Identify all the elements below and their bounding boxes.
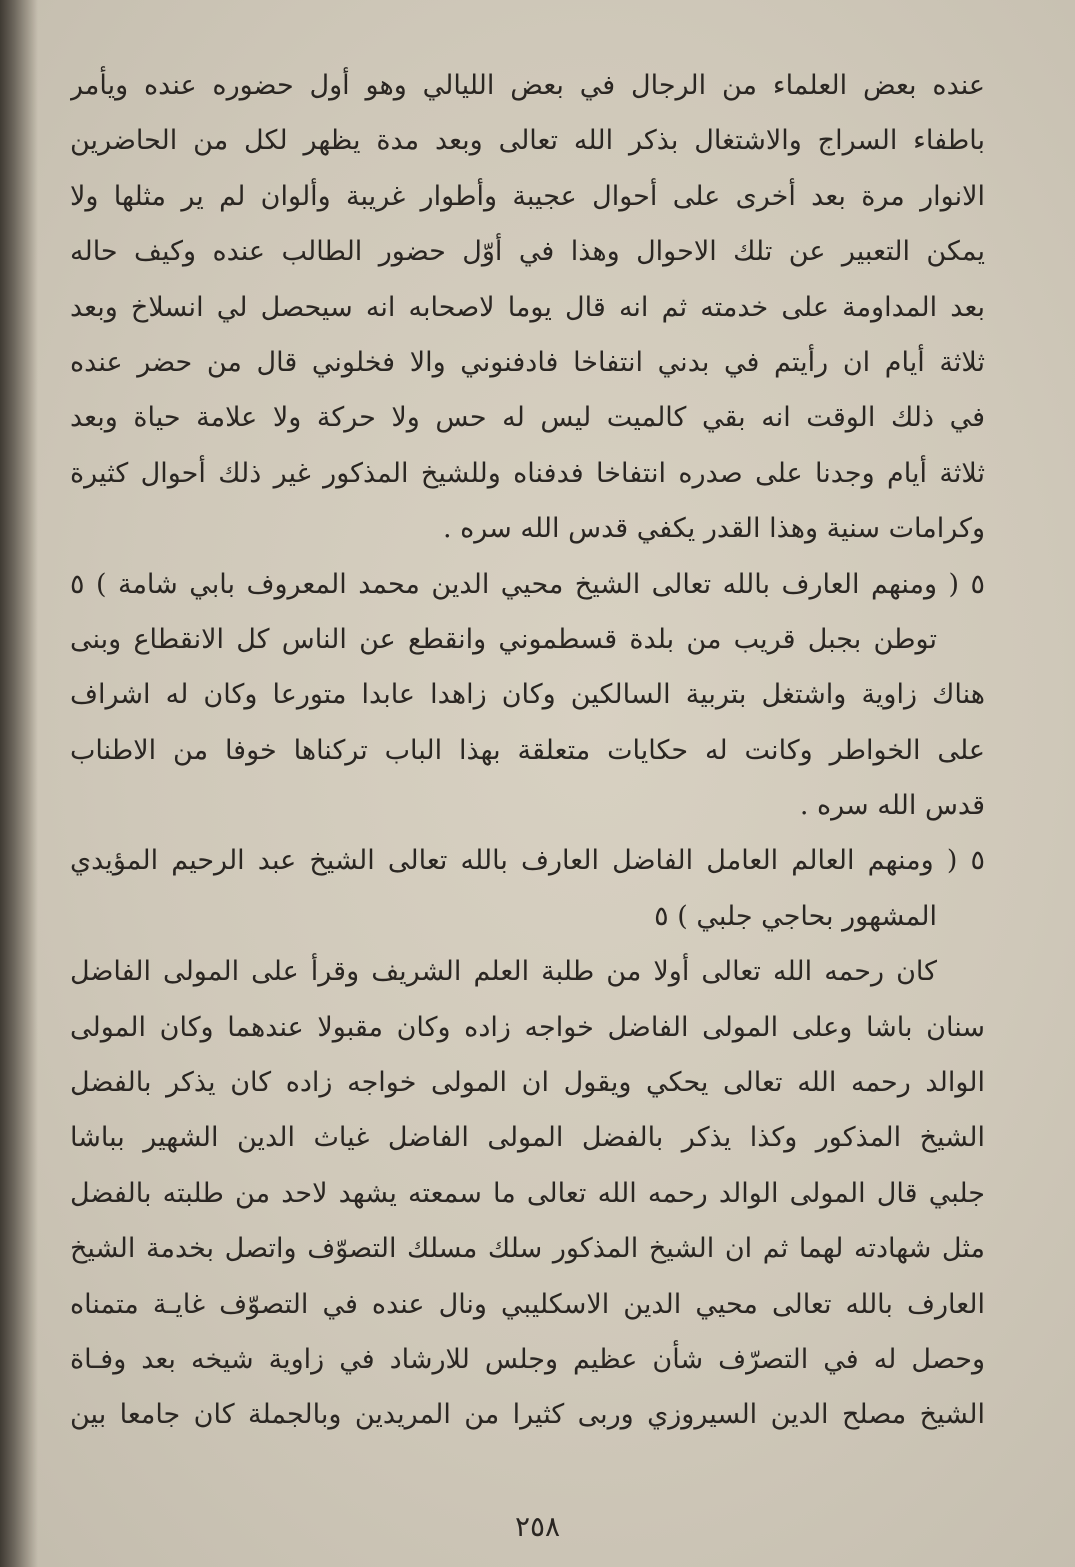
page-number: ٢٥٨	[514, 1510, 561, 1543]
text-line: الشيخ المذكور وكذا يذكر بالفضل المولى الفاضل غياث الدين الشهير بباشا	[70, 1122, 985, 1154]
text-line: باطفاء السراج والاشتغال بذكر الله تعالى وبعد مدة يظهر لكل من الحاضرين	[70, 125, 985, 157]
text-line: بعد المداومة على خدمته ثم انه قال يوما لاصحابه انه سيحصل لي انسلاخ وبعد	[70, 291, 985, 323]
text-line: الشيخ مصلح الدين السيروزي وربى كثيرا من المريدين وبالجملة كان جامعا بين	[70, 1399, 985, 1431]
text-line: عنده بعض العلماء من الرجال في بعض الليالي وهو أول حضوره عنده ويأمر	[70, 70, 985, 101]
text-line: توطن بجبل قريب من بلدة قسطموني وانقطع عن الناس كل الانقطاع وبنى	[70, 623, 937, 655]
text-line: وحصل له في التصرّف شأن عظيم وجلس للارشاد في زاوية شيخه بعد وفـاة	[70, 1343, 985, 1375]
text-line: يمكن التعبير عن تلك الاحوال وهذا في أوّل حضور الطالب عنده وكيف حاله	[70, 236, 985, 268]
text-line: ثلاثة أيام وجدنا على صدره انتفاخا فدفناه وللشيخ المذكور غير ذلك أحوال كثيرة	[70, 457, 985, 489]
text-line: على الخواطر وكانت له حكايات متعلقة بهذا الباب تركناها خوفا من الاطناب	[70, 734, 985, 766]
text-line: هناك زاوية واشتغل بتربية السالكين وكان زاهدا عابدا متورعا وكان له اشراف	[70, 679, 985, 711]
paragraph-end-line: قدس الله سره .	[799, 790, 985, 822]
page-text-body	[70, 58, 985, 1443]
text-line: مثل شهادته لهما ثم ان الشيخ المذكور سلك مسلك التصوّف واتصل بخدمة الشيخ	[70, 1233, 985, 1265]
text-line: جلبي قال المولى الوالد رحمه الله تعالى ما سمعته يشهد لاحد من طلبته بالفضل	[70, 1177, 985, 1209]
text-line: سنان باشا وعلى المولى الفاضل خواجه زاده وكان مقبولا عندهما وكان المولى	[70, 1011, 985, 1043]
text-line: ثلاثة أيام ان رأيتم في بدني انتفاخا فادفنوني والا فخلوني قال من حضر عنده	[70, 346, 985, 378]
book-binding-shadow	[0, 0, 38, 1567]
paragraph-end-line: وكرامات سنية وهذا القدر يكفي قدس الله سره .	[442, 513, 985, 545]
section-heading-abu-shama: ٥ ( ومنهم العارف بالله تعالى الشيخ محيي الدين محمد المعروف بابي شامة ) ٥	[70, 568, 985, 600]
text-line: في ذلك الوقت انه بقي كالميت ليس له حس ولا حركة ولا علامة حياة وبعد	[70, 402, 985, 434]
text-line: العارف بالله تعالى محيي الدين الاسكليبي ونال عنده في التصوّف غايـة متمناه	[70, 1288, 985, 1320]
text-line: الوالد رحمه الله تعالى يحكي ويقول ان المولى خواجه زاده كان يذكر بالفضل	[70, 1067, 985, 1099]
text-line: الانوار مرة بعد أخرى على أحوال عجيبة وأطوار غريبة وألوان لم ير مثلها ولا	[70, 180, 985, 212]
section-heading-abd-al-rahim: ٥ ( ومنهم العالم العامل الفاضل العارف بالله تعالى الشيخ عبد الرحيم المؤيدي	[70, 845, 985, 877]
section-heading-continuation: المشهور بحاجي جلبي ) ٥	[654, 900, 937, 932]
text-line: كان رحمه الله تعالى أولا من طلبة العلم الشريف وقرأ على المولى الفاضل	[70, 956, 937, 988]
